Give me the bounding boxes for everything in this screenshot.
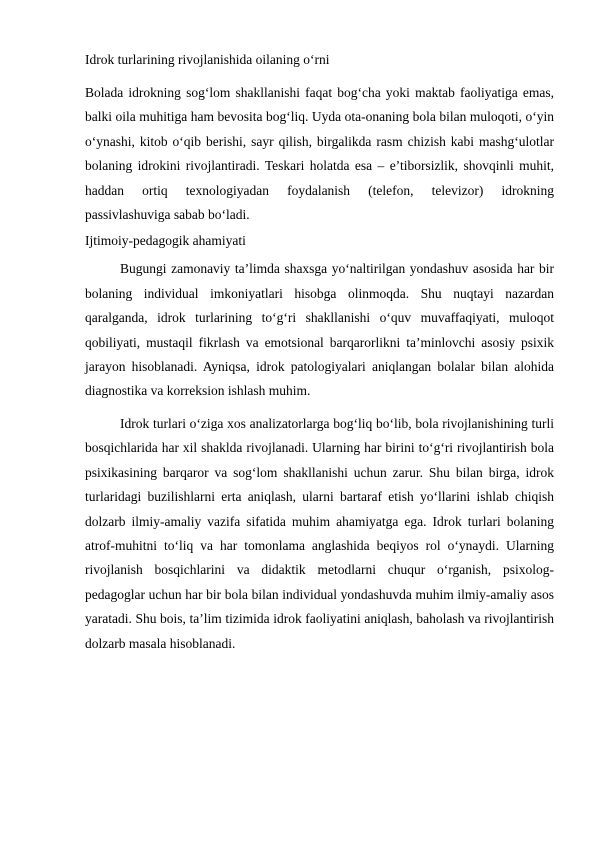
paragraph-modern-education: Bugungi zamonaviy ta’limda shaxsga yo‘naltirilgan yondashuv asosida har bir bolaning individual imkoniyatlari hisobga olinmoqda. Shu nuqtayi nazardan qaralganda, idrok turlarining to‘g‘ri shakllanishi o‘quv muvaffaqiyati, muloqot qobiliyati, mustaqil fikrlash va emotsional barqarorlikni ta’minlovchi asosiy psixik jarayon hisoblanadi. Ayniqsa, idrok patologiyalari aniqlangan bolalar bilan alohida diagnostika va korreksion ishlash muhim. <box>85 261 554 399</box>
paragraph-perception-types: Idrok turlari o‘ziga xos analizatorlarga bog‘liq bo‘lib, bola rivojlanishining turli bosqichlarida har xil shaklda rivojlanadi. Ularning har birini to‘g‘ri rivojlantirish bola psixikasining barqaror va sog‘lom shakllanishi uchun zarur. Shu bilan birga, idrok turlaridagi buzilishlarni erta aniqlash, ularni bartaraf etish yo‘llarini ishlab chiqish dolzarb ilmiy-amaliy vazifa sifatida muhim ahamiyatga ega. Idrok turlari bolaning atrof-muhitni to‘liq va har tomonlama anglashida beqiyos rol o‘ynaydi. Ularning rivojlanish bosqichlarini va didaktik metodlarni chuqur o‘rganish, psixolog-pedagoglar uchun har bir bola bilan individual yondashuvda muhim ilmiy-amaliy asos yaratadi. Shu bois, ta’lim tizimida idrok faoliyatini aniqlash, baholash va rivojlantirish dolzarb masala hisoblanadi. <box>85 415 554 651</box>
paragraph-family-environment: Bolada idrokning sog‘lom shakllanishi faqat bog‘cha yoki maktab faoliyatiga emas, balki oila muhitiga ham bevosita bog‘liq. Uyda ota-onaning bola bilan muloqoti, o‘yin o‘ynashi, kitob o‘qib berishi, sayr qilish, birgalikda rasm chizish kabi mashg‘ulotlar bolaning idrokini rivojlantiradi. Teskari holatda esa – e’tiborsizlik, shovqinli muhit, haddan ortiq texnologiyadan foydalanish (telefon, televizor) idrokning passivlashuviga sabab bo‘ladi. <box>85 85 554 223</box>
section-heading-social-pedagogical: Ijtimoiy-pedagogik ahamiyati <box>85 233 246 249</box>
section-heading-family-role: Idrok turlarining rivojlanishida oilaning o‘rni <box>85 52 330 67</box>
document-page <box>85 50 554 656</box>
